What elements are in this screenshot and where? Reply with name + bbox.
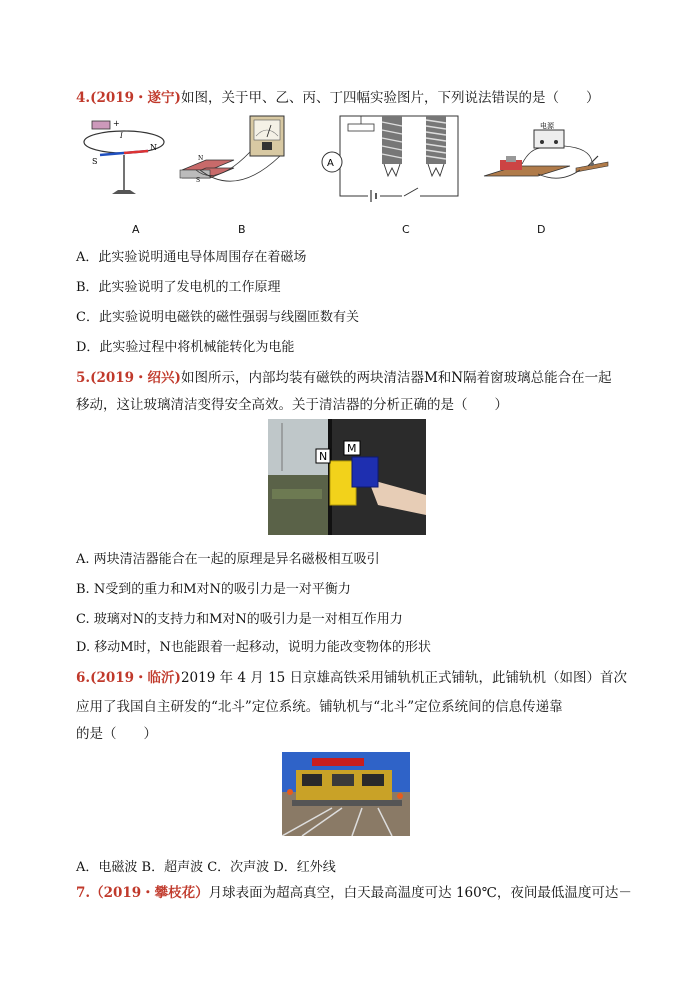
- q5-source: (2019・绍兴): [90, 370, 181, 386]
- q6-option-a: A．电磁波: [76, 860, 138, 875]
- figure-d-motor: [480, 118, 610, 190]
- q6-source: (2019・临沂): [90, 670, 181, 686]
- q4-number: 4.: [76, 90, 91, 106]
- q6-option-b: B．超声波: [141, 860, 204, 875]
- q4-option-d: D．此实验过程中将机械能转化为电能: [76, 340, 295, 355]
- q6-stem-text-1: 2019 年 4 月 15 日京雄高铁采用铺轨机正式铺轨，此铺轨机（如图）首次: [180, 670, 628, 686]
- q6-track-laying-machine-photo: [282, 752, 410, 836]
- q6-stem-line-2: 应用了我国自主研发的“北斗”定位系统。铺轨机与“北斗”定位系统间的信息传递靠: [76, 699, 563, 715]
- q7-source: （2019・攀枝花）: [90, 885, 209, 901]
- fig-b-s: S: [196, 177, 201, 184]
- q5-option-a: A. 两块清洁器能合在一起的原理是异名磁极相互吸引: [76, 552, 380, 567]
- figure-a-label: A: [132, 223, 140, 236]
- q5-stem-line-2: 移动，这让玻璃清洁变得安全高效。关于清洁器的分析正确的是（ ）: [76, 397, 508, 413]
- fig-d-power: 电源: [540, 122, 554, 130]
- q5-stem-text-1: 如图所示，内部均装有磁铁的两块清洁器M和N隔着窗玻璃总能合在一起: [180, 370, 612, 386]
- q6-number: 6.: [76, 670, 91, 686]
- fig-a-n: N: [150, 143, 157, 152]
- q6-stem-line-1: [76, 668, 627, 688]
- q6-option-d: D．红外线: [273, 860, 336, 875]
- fig-a-s: S: [92, 157, 98, 166]
- photo-label-m: M: [347, 442, 357, 455]
- q7-number: 7.: [76, 885, 91, 901]
- q5-number: 5.: [76, 370, 91, 386]
- q7-stem-text: 月球表面为超高真空，白天最高温度可达 160℃，夜间最低温度可达－: [208, 885, 632, 901]
- q4-stem: [76, 88, 599, 108]
- q6-options-row: [76, 858, 336, 878]
- q6-stem-line-3: 的是（ ）: [76, 726, 157, 742]
- q4-stem-text: 如图，关于甲、乙、丙、丁四幅实验图片，下列说法错误的是（ ）: [180, 90, 600, 106]
- figure-d-label: D: [537, 223, 546, 236]
- q5-option-d: D. 移动M时，N也能跟着一起移动，说明力能改变物体的形状: [76, 640, 431, 655]
- figure-b-induction: [176, 112, 288, 202]
- q4-option-a: A．此实验说明通电导体周围存在着磁场: [76, 250, 307, 265]
- fig-a-current: I: [120, 132, 123, 140]
- q6-option-c: C．次声波: [207, 860, 270, 875]
- figure-a-oersted: [78, 112, 170, 204]
- q5-stem-line-1: [76, 368, 612, 388]
- q4-option-c: C．此实验说明电磁铁的磁性强弱与线圈匝数有关: [76, 310, 359, 325]
- photo-label-n: N: [319, 450, 328, 463]
- figure-c-electromagnets: [318, 110, 466, 202]
- q7-stem: [76, 883, 632, 903]
- figure-b-label: B: [238, 223, 246, 236]
- q5-window-cleaner-photo: [268, 419, 426, 535]
- q5-option-b: B. N受到的重力和M对N的吸引力是一对平衡力: [76, 582, 351, 597]
- fig-a-plus: +: [113, 119, 120, 128]
- q5-option-c: C. 玻璃对N的支持力和M对N的吸引力是一对相互作用力: [76, 612, 403, 627]
- fig-c-ammeter: A: [327, 158, 334, 169]
- q4-option-b: B．此实验说明了发电机的工作原理: [76, 280, 281, 295]
- figure-c-label: C: [402, 223, 410, 236]
- fig-b-n: N: [198, 155, 204, 162]
- q4-source: (2019・遂宁): [90, 90, 181, 106]
